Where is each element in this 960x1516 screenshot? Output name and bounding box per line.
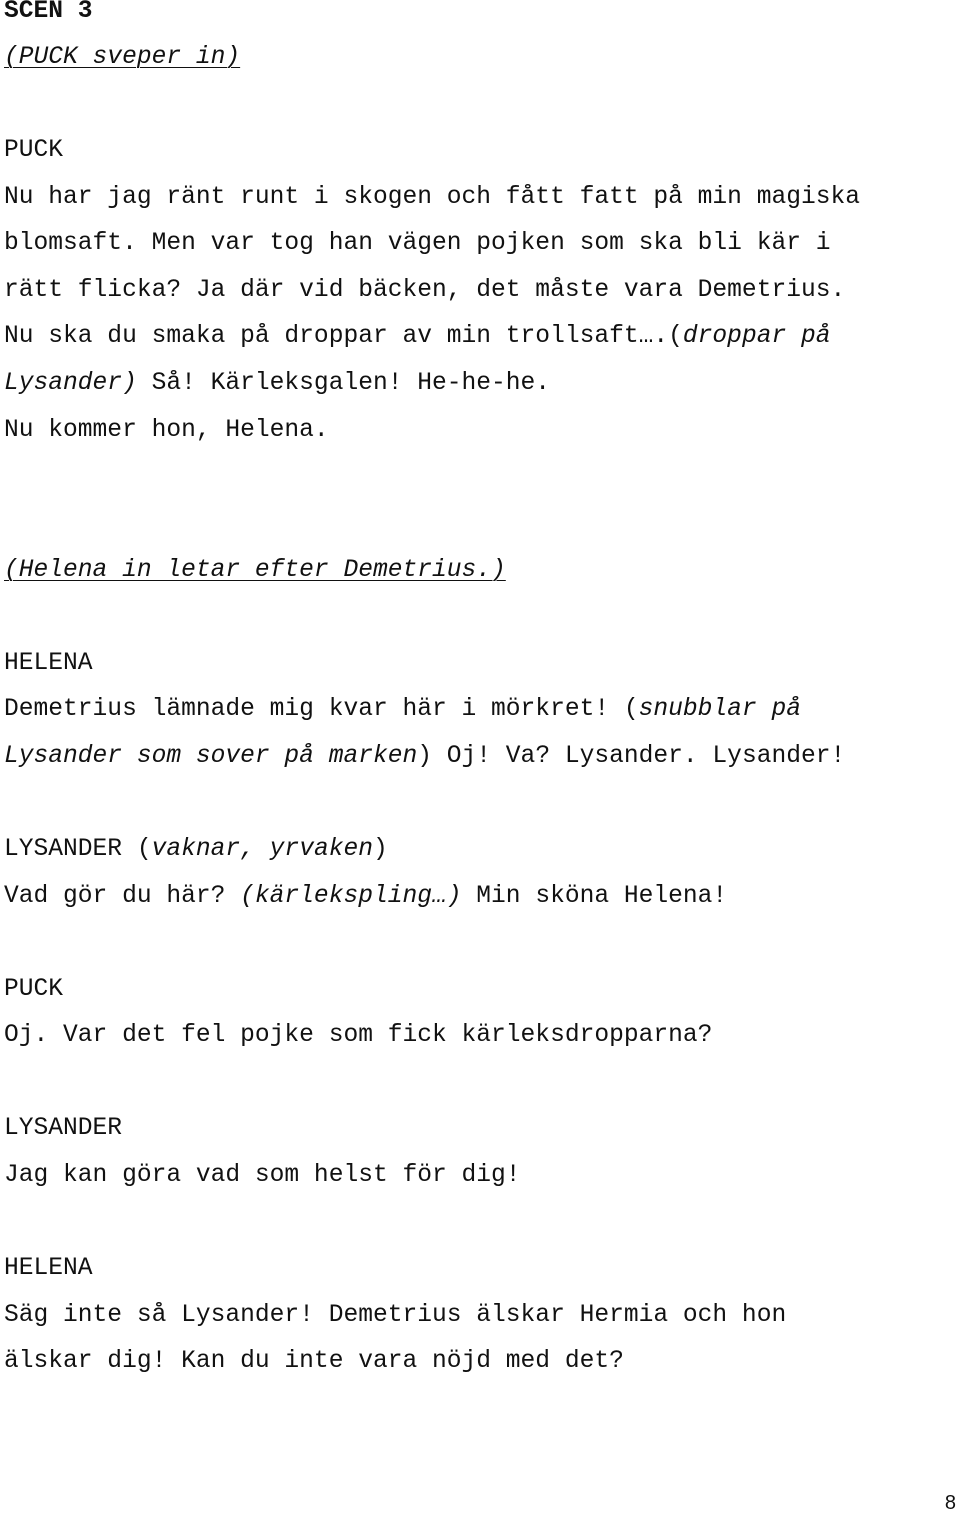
dialogue-line [4,742,845,772]
dialogue-text: Min sköna Helena! [461,883,728,910]
dialogue-text: Så! Kärleksgalen! He-he-he. [136,370,551,397]
inline-stage-direction: Lysander) [4,370,137,397]
dialogue-line [4,695,801,725]
stage-direction: (Helena in letar efter Demetrius.) [4,557,506,584]
dialogue-text: Vad gör du här? [4,883,241,910]
dialogue-line [4,322,831,352]
speaker-name: HELENA [4,1255,93,1282]
dialogue-line: blomsaft. Men var tog han vägen pojken som ska bli kär i [4,230,831,257]
paren-close: ) [373,836,388,863]
speaker-name: HELENA [4,650,93,677]
dialogue-line: Nu har jag ränt runt i skogen och fått fatt på min magiska [4,184,861,211]
inline-stage-direction: (kärlekspling…) [240,883,462,910]
inline-stage-direction: vaknar, yrvaken [151,836,373,863]
speaker-line [4,835,388,865]
dialogue-line: Säg inte så Lysander! Demetrius älskar Hermia och hon [4,1302,787,1329]
dialogue-line: Oj. Var det fel pojke som fick kärleksdropparna? [4,1022,713,1049]
scene-heading: SCEN 3 [4,0,93,25]
inline-stage-direction: snubblar på [638,696,801,723]
inline-stage-direction: droppar på [682,323,831,350]
dialogue-line: rätt flicka? Ja där vid bäcken, det måste vara Demetrius. [4,277,846,304]
speaker-name: PUCK [4,976,64,1003]
speaker-name: PUCK [4,137,64,164]
dialogue-line [4,369,550,399]
dialogue-line [4,882,727,912]
dialogue-line: älskar dig! Kan du inte vara nöjd med det? [4,1348,624,1375]
speaker-name: LYSANDER [4,1115,123,1142]
speaker-name: LYSANDER [4,836,123,863]
stage-direction: (PUCK sveper in) [4,44,241,71]
page-number: 8 [944,1492,956,1514]
dialogue-line: Nu kommer hon, Helena. [4,417,329,444]
inline-stage-direction: Lysander som sover på marken [4,743,418,770]
dialogue-text: Demetrius lämnade mig kvar här i mörkret! ( [4,696,639,723]
paren-open: ( [122,836,152,863]
dialogue-line: Jag kan göra vad som helst för dig! [4,1162,521,1189]
dialogue-text: Nu ska du smaka på droppar av min trollsaft….( [4,323,683,350]
dialogue-text: ) Oj! Va? Lysander. Lysander! [417,743,846,770]
